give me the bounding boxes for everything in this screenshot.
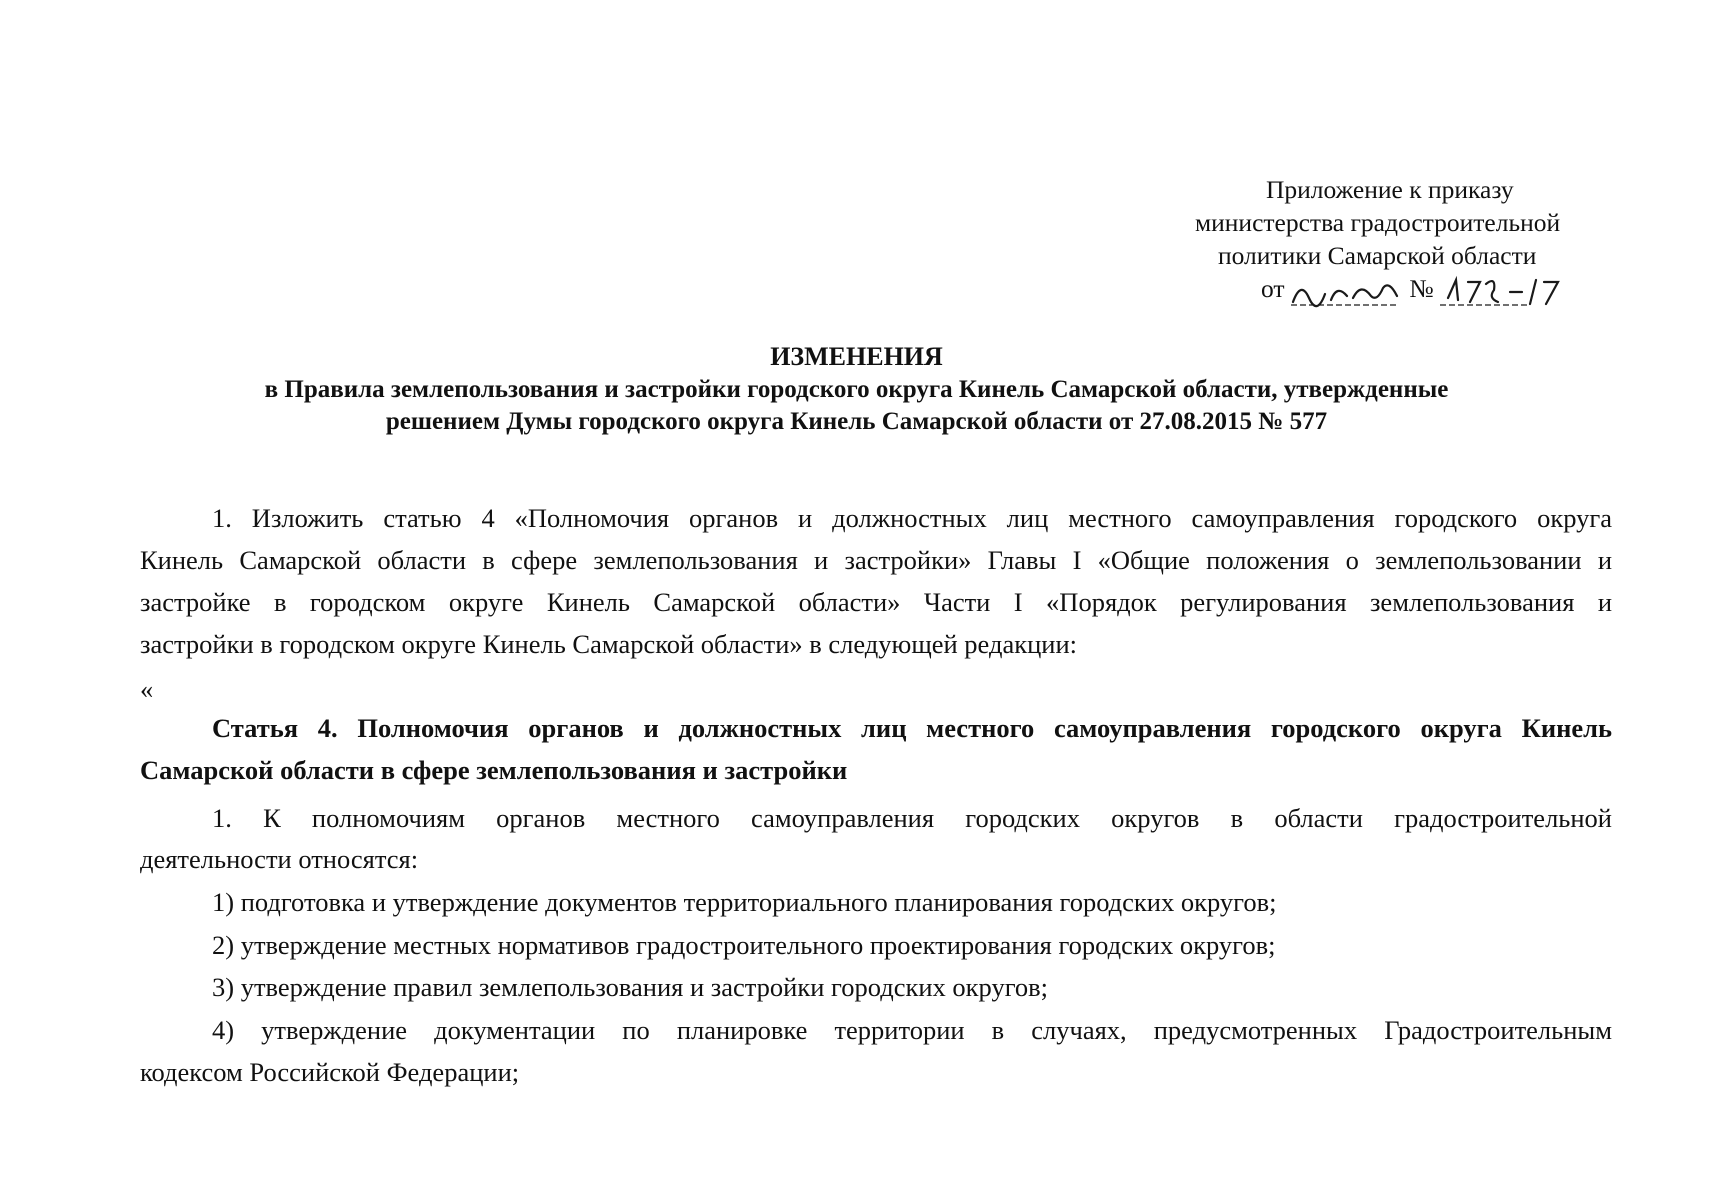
approval-from-prefix: от [1261, 274, 1285, 303]
list-item-1: 1) подготовка и утверждение документов территориального планирования городских округов; [212, 887, 1277, 917]
approval-line-1: Приложение к приказу [1266, 175, 1514, 204]
opening-quote: « [140, 674, 154, 704]
approval-number-sign: № [1409, 274, 1434, 303]
list-item-2: 2) утверждение местных нормативов градостроительного проектирования городских округов; [212, 930, 1276, 960]
approval-line-2: министерства градостроительной [1195, 208, 1561, 237]
list-item-4-line-2: кодексом Российской Федерации; [140, 1057, 520, 1087]
paragraph-1-line-1: 1. Изложить статью 4 «Полномочия органов и должностных лиц местного самоуправления городского округа [212, 503, 1612, 533]
document-subtitle-line-1: в Правила землепользования и застройки городского округа Кинель Самарской области, утвержденные [264, 376, 1449, 403]
document-title: ИЗМЕНЕНИЯ [770, 342, 943, 371]
paragraph-2-line-2: деятельности относятся: [140, 844, 419, 874]
paragraph-1-line-4: застройки в городском округе Кинель Самарской области» в следующей редакции: [140, 629, 1077, 659]
list-item-4-line-1: 4) утверждение документации по планировке территории в случаях, предусмотренных Градостроительным [212, 1015, 1612, 1045]
document-subtitle-line-2: решением Думы городского округа Кинель Самарской области от 27.08.2015 № 577 [385, 408, 1328, 435]
article-heading-line-1: Статья 4. Полномочия органов и должностных лиц местного самоуправления городского округа Кинель [212, 713, 1612, 743]
paragraph-1-line-2: Кинель Самарской области в сфере землепользования и застройки» Главы I «Общие положения о землепользовании и [140, 545, 1612, 575]
paragraph-2-line-1: 1. К полномочиям органов местного самоуправления городских округов в области градостроительной [212, 803, 1612, 833]
handwritten-date-signature [1291, 274, 1403, 308]
approval-line-3: политики Самарской области [1218, 241, 1537, 270]
approval-date-number-line [1261, 270, 1564, 308]
paragraph-1-line-3: застройке в городском округе Кинель Самарской области» Части I «Порядок регулирования землепользования и [140, 587, 1612, 617]
list-item-3: 3) утверждение правил землепользования и застройки городских округов; [212, 972, 1049, 1002]
article-heading-line-2: Самарской области в сфере землепользования и застройки [140, 755, 848, 785]
handwritten-order-number [1440, 274, 1564, 308]
